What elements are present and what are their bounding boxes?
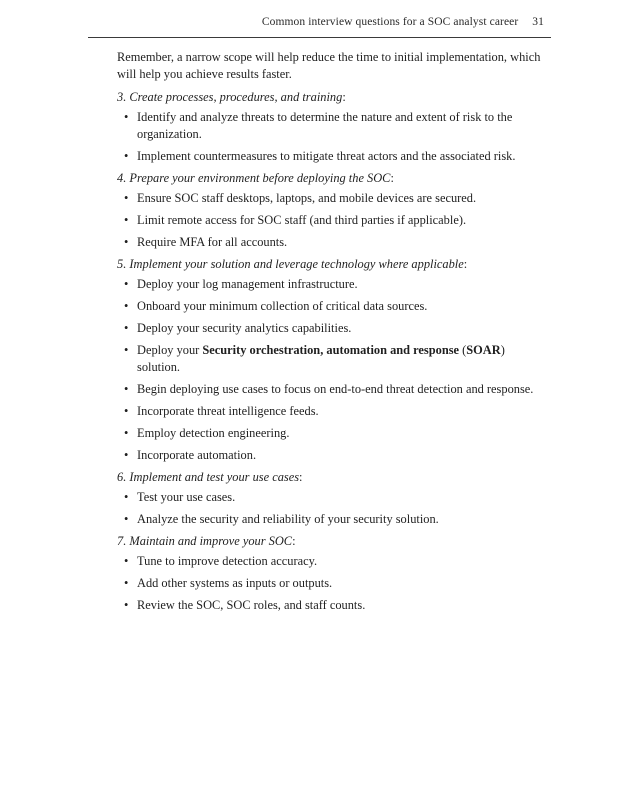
list-item [117, 298, 547, 315]
step-4-list [117, 190, 547, 251]
bullet-icon: • [124, 382, 129, 396]
list-item [117, 109, 547, 143]
bullet-icon: • [124, 448, 129, 462]
bullet-icon: • [124, 343, 129, 357]
list-item [117, 234, 547, 251]
bullet-icon: • [124, 554, 129, 568]
list-item-text: Incorporate threat intelligence feeds. [137, 404, 319, 418]
step-6-list [117, 489, 547, 528]
bullet-icon: • [124, 321, 129, 335]
soar-term-bold: Security orchestration, automation and response [202, 343, 460, 357]
list-item [117, 212, 547, 229]
list-item [117, 597, 547, 614]
list-item-text: Deploy your log management infrastructure. [137, 277, 358, 291]
soar-text-middle: ( [459, 343, 467, 357]
soar-abbreviation-bold: SOAR [466, 343, 501, 357]
bullet-icon: • [124, 426, 129, 440]
bullet-icon: • [124, 512, 129, 526]
step-3-list [117, 109, 547, 165]
list-item-text: Limit remote access for SOC staff (and third parties if applicable). [137, 213, 467, 227]
list-item [117, 575, 547, 592]
bullet-icon: • [124, 191, 129, 205]
running-header-title: Common interview questions for a SOC analyst career [261, 16, 519, 28]
list-item [117, 320, 547, 337]
step-4-heading-text: 4. Prepare your environment before deploying the SOC [117, 171, 391, 185]
running-header [88, 16, 544, 36]
bullet-icon: • [124, 110, 129, 124]
list-item [117, 276, 547, 293]
step-5-heading-text: 5. Implement your solution and leverage technology where applicable [117, 257, 464, 271]
page-body [117, 49, 547, 619]
list-item-text: Analyze the security and reliability of your security solution. [137, 512, 439, 526]
list-item-text: Begin deploying use cases to focus on end-to-end threat detection and response. [137, 382, 534, 396]
list-item [117, 190, 547, 207]
list-item-text: Tune to improve detection accuracy. [137, 554, 318, 568]
step-5-heading [117, 256, 547, 273]
header-rule [88, 37, 551, 38]
list-item-text: Identify and analyze threats to determine the nature and extent of risk to the organization. [137, 110, 513, 141]
list-item [117, 381, 547, 398]
soar-text-before: Deploy your [137, 343, 203, 357]
bullet-icon: • [124, 213, 129, 227]
step-3-heading-colon: : [342, 90, 346, 104]
step-7-heading-colon: : [292, 534, 296, 548]
bullet-icon: • [124, 404, 129, 418]
list-item [117, 489, 547, 506]
step-3-heading [117, 89, 547, 106]
step-7-list [117, 553, 547, 614]
step-7-heading [117, 533, 547, 550]
step-5-heading-colon: : [463, 257, 468, 271]
list-item-text: Incorporate automation. [137, 448, 257, 462]
step-6-heading-text: 6. Implement and test your use cases [117, 470, 300, 484]
soar-text-after: ) solution. [137, 343, 505, 374]
list-item [117, 342, 547, 376]
step-5-list [117, 276, 547, 464]
bullet-icon: • [124, 235, 129, 249]
bullet-icon: • [124, 299, 129, 313]
intro-paragraph: Remember, a narrow scope will help reduce the time to initial implementation, which will help you achieve results faster. [117, 50, 541, 81]
list-item [117, 447, 547, 464]
list-item-text: Onboard your minimum collection of critical data sources. [137, 299, 428, 313]
step-6-heading [117, 469, 547, 486]
step-6-heading-colon: : [299, 470, 303, 484]
list-item [117, 425, 547, 442]
step-4-heading-colon: : [390, 171, 394, 185]
bullet-icon: • [124, 576, 129, 590]
list-item [117, 553, 547, 570]
list-item-text: Implement countermeasures to mitigate threat actors and the associated risk. [137, 149, 516, 163]
step-7-heading-text: 7. Maintain and improve your SOC [117, 534, 293, 548]
bullet-icon: • [124, 277, 129, 291]
list-item-text: Add other systems as inputs or outputs. [137, 576, 333, 590]
list-item-text: Require MFA for all accounts. [137, 235, 288, 249]
list-item-text: Employ detection engineering. [137, 426, 290, 440]
step-4-heading [117, 170, 547, 187]
list-item-text: Test your use cases. [137, 490, 236, 504]
list-item [117, 403, 547, 420]
list-item-text: Ensure SOC staff desktops, laptops, and mobile devices are secured. [137, 191, 477, 205]
list-item-text [137, 343, 505, 374]
list-item-text: Deploy your security analytics capabilities. [137, 321, 352, 335]
bullet-icon: • [124, 598, 129, 612]
bullet-icon: • [124, 490, 129, 504]
bullet-icon: • [124, 149, 129, 163]
step-3-heading-text: 3. Create processes, procedures, and training [117, 90, 343, 104]
list-item [117, 148, 547, 165]
list-item-text: Review the SOC, SOC roles, and staff counts. [137, 598, 366, 612]
list-item [117, 511, 547, 528]
page-number: 31 [532, 16, 544, 28]
